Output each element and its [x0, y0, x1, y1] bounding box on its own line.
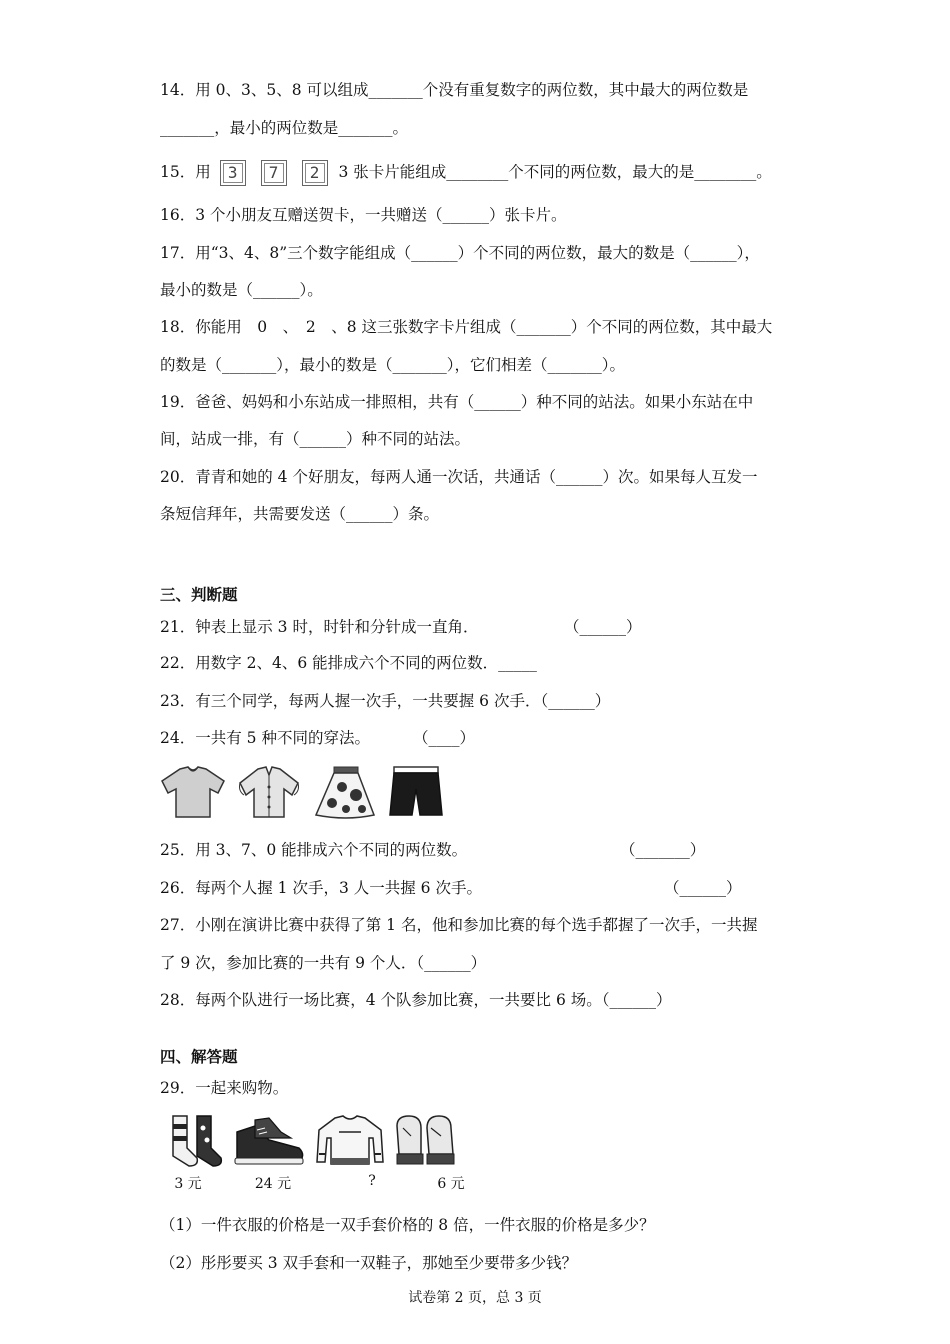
sweater-price: ? [368, 1173, 376, 1189]
number-card: 2 [302, 160, 328, 186]
q22-line: 22．用数字 2、4、6 能排成六个不同的两位数．_____ [160, 654, 537, 672]
shorts-icon [388, 765, 444, 819]
clothing-images [160, 765, 444, 819]
socks-icon [163, 1114, 225, 1168]
q21-blank: （______） [564, 618, 642, 636]
q23-line: 23．有三个同学，每两人握一次手，一共要握 6 次手．（______） [160, 692, 611, 710]
number-card: 3 [220, 160, 246, 186]
blouse-icon [236, 765, 302, 819]
q14-line2: _______，最小的两位数是_______。 [160, 119, 409, 137]
q15-prefix: 15．用 [160, 163, 211, 181]
page-footer: 试卷第 2 页，总 3 页 [408, 1290, 542, 1306]
q26-blank: （______） [664, 879, 742, 897]
q27-line1: 27．小刚在演讲比赛中获得了第 1 名，他和参加比赛的每个选手都握了一次手，一共握 [160, 916, 758, 934]
q14-line1: 14．用 0、3、5、8 可以组成_______个没有重复数字的两位数，其中最大的两位数是 [160, 81, 749, 99]
q25-blank: （_______） [620, 841, 706, 859]
q15-line [160, 160, 772, 186]
q17-line2: 最小的数是（______）。 [160, 281, 323, 299]
q19-line1: 19．爸爸、妈妈和小东站成一排照相，共有（______）种不同的站法。如果小东站在中 [160, 393, 754, 411]
section-4-title: 四、解答题 [160, 1048, 238, 1066]
q27-line2: 了 9 次，参加比赛的一共有 9 个人．（______） [160, 954, 487, 972]
q29-line: 29．一起来购物。 [160, 1079, 289, 1097]
mittens-price: 6 元 [437, 1176, 465, 1192]
q20-line1: 20．青青和她的 4 个好朋友，每两人通一次话，共通话（______）次。如果每人互发一 [160, 468, 758, 486]
q26-line: 26．每两个人握 1 次手，3 人一共握 6 次手。 [160, 879, 482, 897]
number-card: 7 [261, 160, 287, 186]
section-3-title: 三、判断题 [160, 586, 238, 604]
shopping-items [163, 1114, 461, 1168]
sneakers-price: 24 元 [254, 1176, 292, 1192]
q29-part2: （2）彤彤要买 3 双手套和一双鞋子，那她至少要带多少钱？ [160, 1254, 578, 1272]
sneakers-icon [225, 1114, 309, 1168]
skirt-icon [312, 765, 378, 819]
q25-line: 25．用 3、7、0 能排成六个不同的两位数。 [160, 841, 468, 859]
q18-line1: 18．你能用 0 、 2 、8 这三张数字卡片组成（_______）个不同的两位数，其中最大 [160, 318, 773, 336]
q24-line: 24．一共有 5 种不同的穿法。 [160, 729, 370, 747]
q20-line2: 条短信拜年，共需要发送（______）条。 [160, 505, 440, 523]
q17-line1: 17．用“3、4、8”三个数字能组成（______）个不同的两位数，最大的数是（______）， [160, 244, 760, 262]
sweater-icon [309, 1114, 391, 1168]
socks-price: 3 元 [174, 1176, 202, 1192]
mittens-icon [391, 1114, 461, 1168]
q28-line: 28．每两个队进行一场比赛，4 个队参加比赛，一共要比 6 场。（______） [160, 991, 672, 1009]
q29-part1: （1）一件衣服的价格是一双手套价格的 8 倍，一件衣服的价格是多少？ [160, 1216, 655, 1234]
q18-line2: 的数是（_______），最小的数是（_______），它们相差（_______）。 [160, 356, 626, 374]
q15-suffix: 3 张卡片能组成________个不同的两位数，最大的是________。 [338, 163, 772, 181]
q16-line: 16．3 个小朋友互赠送贺卡，一共赠送（______）张卡片。 [160, 206, 567, 224]
q19-line2: 间，站成一排，有（______）种不同的站法。 [160, 430, 471, 448]
tshirt-icon [160, 765, 226, 819]
q24-blank: （____） [413, 729, 476, 747]
q21-line: 21．钟表上显示 3 时，时针和分针成一直角． [160, 618, 479, 636]
